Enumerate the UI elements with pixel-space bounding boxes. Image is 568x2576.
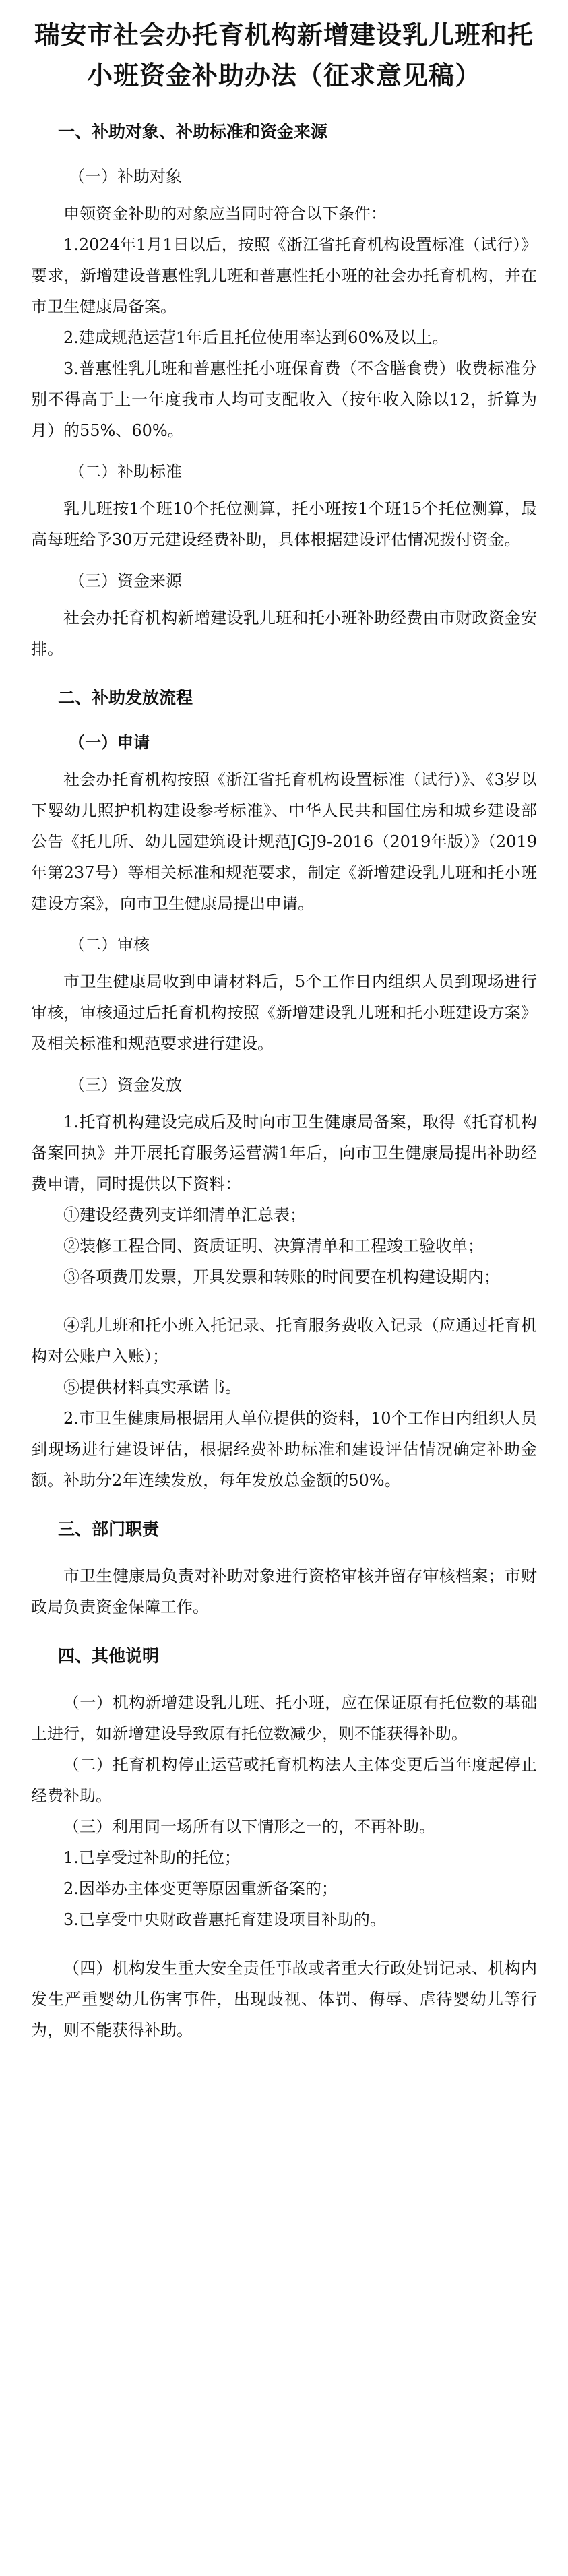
paragraph: （三）利用同一场所有以下情形之一的，不再补助。 [63, 1817, 435, 1836]
list-item: 1.已享受过补助的托位； [63, 1848, 241, 1867]
paragraph: 2.市卫生健康局根据用人单位提供的资料，10个工作日内组织人员到现场进行建设评估，根据经费补助标准和建设评估情况确定补助金额。补助分2年连续发放，每年发放总金额的50%。 [31, 1409, 537, 1490]
list-item: ③各项费用发票，开具发票和转账的时间要在机构建设期内； [63, 1267, 500, 1286]
subsection-heading-2-3: （三）资金发放 [69, 1075, 182, 1094]
section-heading-2: 二、补助发放流程 [58, 688, 193, 708]
paragraph: 社会办托育机构按照《浙江省托育机构设置标准（试行）》、《3岁以下婴幼儿照护机构建设参考标准》、中华人民共和国住房和城乡建设部公告《托儿所、幼儿园建筑设计规范JGJ9-2016（2019年版）》（2019年第237号）等相关标准和规范要求，制定《新增建设乳儿班和托小班建设方案》，向市卫生健康局提出申请。 [31, 770, 537, 913]
paragraph: （二）托育机构停止运营或托育机构法人主体变更后当年度起停止经费补助。 [31, 1755, 537, 1805]
paragraph: 1.托育机构建设完成后及时向市卫生健康局备案，取得《托育机构备案回执》并开展托育服务运营满1年后，向市卫生健康局提出补助经费申请，同时提供以下资料： [31, 1112, 537, 1193]
paragraph: 社会办托育机构新增建设乳儿班和托小班补助经费由市财政资金安排。 [31, 608, 537, 658]
paragraph: （四）机构发生重大安全责任事故或者重大行政处罚记录、机构内发生严重婴幼儿伤害事件，出现歧视、体罚、侮辱、虐待婴幼儿等行为，则不能获得补助。 [31, 1959, 537, 2040]
list-item: ②装修工程合同、资质证明、决算清单和工程竣工验收单； [63, 1236, 484, 1255]
section-heading-1: 一、补助对象、补助标准和资金来源 [58, 122, 328, 142]
paragraph: 2.建成规范运营1年后且托位使用率达到60%及以上。 [63, 328, 449, 347]
paragraph: （一）机构新增建设乳儿班、托小班，应在保证原有托位数的基础上进行，如新增建设导致原有托位数减少，则不能获得补助。 [31, 1693, 537, 1743]
list-item: 3.已享受中央财政普惠托育建设项目补助的。 [63, 1910, 386, 1929]
paragraph: 市卫生健康局收到申请材料后，5个工作日内组织人员到现场进行审核，审核通过后托育机构按照《新增建设乳儿班和托小班建设方案》及相关标准和规范要求进行建设。 [31, 972, 537, 1053]
list-item: 2.因举办主体变更等原因重新备案的； [63, 1879, 338, 1898]
subsection-heading-1-3: （三）资金来源 [69, 571, 182, 590]
subsection-heading-1-1: （一）补助对象 [69, 167, 182, 186]
section-heading-4: 四、其他说明 [58, 1646, 160, 1666]
list-item: ⑤提供材料真实承诺书。 [63, 1378, 241, 1397]
list-item: ④乳儿班和托小班入托记录、托育服务费收入记录（应通过托育机构对公账户入账）； [31, 1316, 537, 1366]
list-item: ①建设经费列支详细清单汇总表； [63, 1205, 306, 1224]
paragraph: 申领资金补助的对象应当同时符合以下条件： [63, 204, 387, 223]
section-heading-3: 三、部门职责 [58, 1519, 160, 1539]
paragraph: 3.普惠性乳儿班和普惠性托小班保育费（不含膳食费）收费标准分别不得高于上一年度我市人均可支配收入（按年收入除以12，折算为月）的55%、60%。 [31, 359, 537, 440]
paragraph: 1.2024年1月1日以后，按照《浙江省托育机构设置标准（试行）》要求，新增建设普惠性乳儿班和普惠性托小班的社会办托育机构，并在市卫生健康局备案。 [31, 235, 537, 316]
subsection-heading-1-2: （二）补助标准 [69, 462, 182, 481]
paragraph: 市卫生健康局负责对补助对象进行资格审核并留存审核档案；市财政局负责资金保障工作。 [31, 1567, 537, 1616]
subsection-heading-2-1: （一）申请 [69, 733, 150, 752]
subsection-heading-2-2: （二）审核 [69, 935, 150, 954]
document-title: 瑞安市社会办托育机构新增建设乳儿班和托小班资金补助办法（征求意见稿） [34, 20, 534, 90]
paragraph: 乳儿班按1个班10个托位测算，托小班按1个班15个托位测算，最高每班给予30万元建设经费补助，具体根据建设评估情况拨付资金。 [31, 499, 537, 549]
